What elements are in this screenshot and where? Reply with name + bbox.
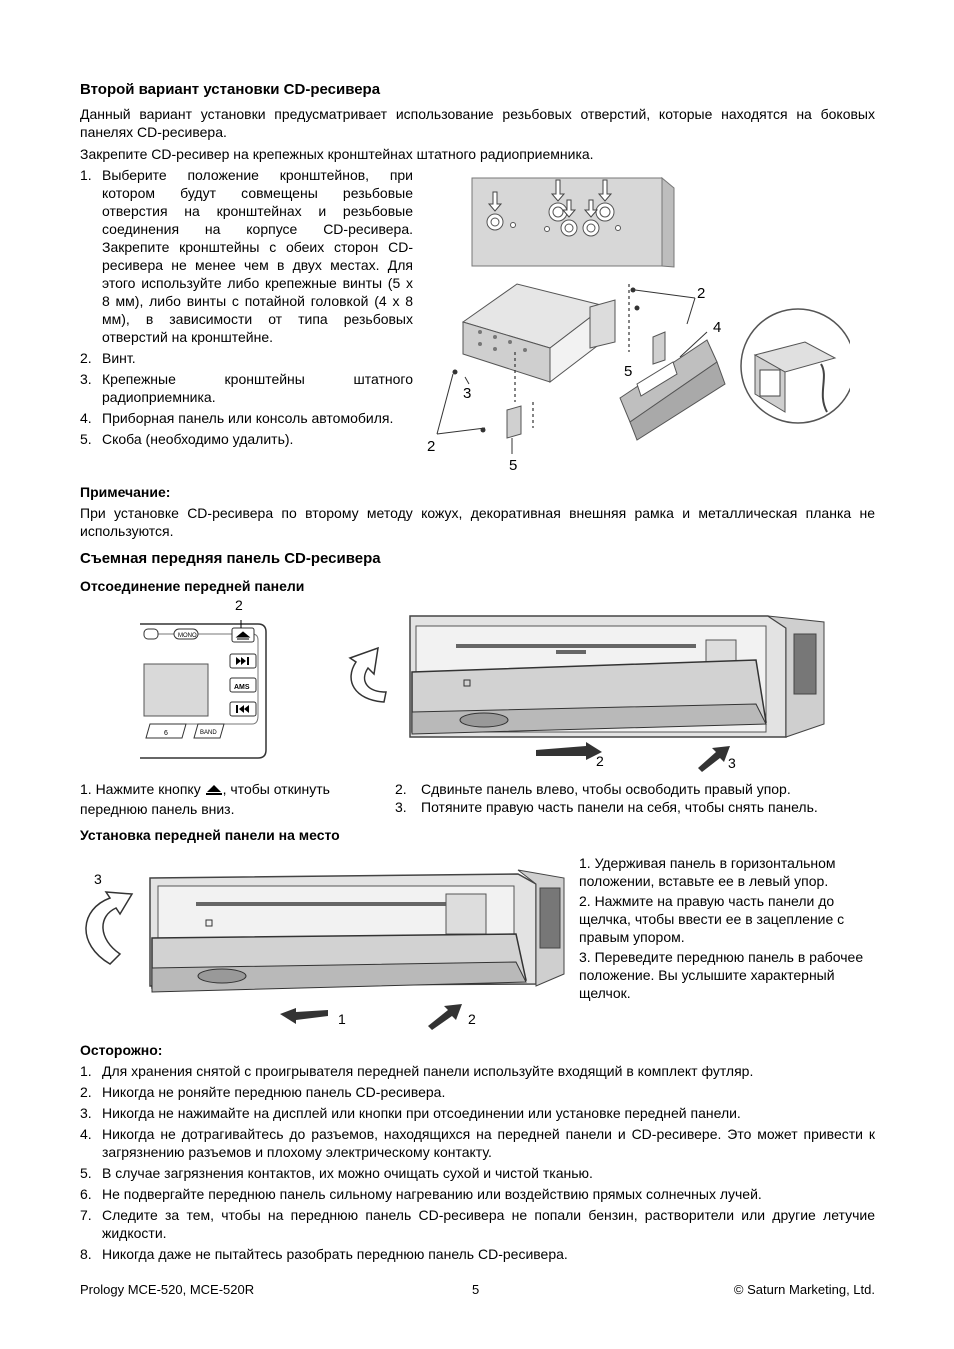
arrow-label-3: 3 — [728, 755, 736, 771]
section-title-install: Второй вариант установки CD-ресивера — [80, 81, 381, 98]
install-step-1: 1. Удерживая панель в горизонтальном положении, вставьте ее в левый упор. — [579, 855, 836, 889]
install-steps — [579, 854, 875, 1002]
rotate-arrow-icon — [334, 640, 394, 710]
figure-label-2-top: 2 — [697, 285, 706, 302]
install-step-3: 3. Переведите переднюю панель в рабочее положение. Вы услышите характерный щелчок. — [579, 949, 864, 1001]
note-text: При установке CD-ресивера по второму методу кожух, декоративная внешняя рамка и металлическая планка не используются. — [80, 505, 875, 539]
list-item: 3. Никогда не нажимайте на дисплей или кнопки при отсоединении или установке передней панели. — [80, 1105, 741, 1121]
list-item: 4. Никогда не дотрагивайтесь до разъемов, находящихся на передней панели и CD-ресивере. Это может привести к загрязнению разъемов и плохому электрическому контакту. — [80, 1126, 875, 1160]
band-button-label: BAND — [200, 730, 217, 736]
install-bracket-illustration — [425, 172, 850, 477]
list-item: 6. Не подвергайте переднюю панель сильному нагреванию или воздействию прямых солнечных лучей. — [80, 1186, 762, 1202]
section-title-detachable: Съемная передняя панель CD-ресивера — [80, 550, 381, 567]
note-title: Примечание: — [80, 484, 171, 500]
eject-icon — [205, 782, 223, 800]
figure-label-2-bottom: 2 — [427, 438, 436, 455]
list-item: 8. Никогда даже не пытайтесь разобрать переднюю панель CD-ресивера. — [80, 1246, 568, 1262]
intro-paragraph-2: Закрепите CD-ресивер на крепежных кронштейнах штатного радиоприемника. — [80, 146, 594, 162]
figure-label-5-right: 5 — [624, 363, 633, 380]
install-step-2: 2. Нажмите на правую часть панели до щелчка, чтобы ввести ее в зацепление с правым упором. — [579, 893, 845, 945]
figure-label-3: 3 — [463, 385, 472, 402]
list-item: 4. Приборная панель или консоль автомобиля. — [80, 410, 394, 426]
arrow-label-3-install: 3 — [94, 871, 102, 887]
list-item: 1. Выберите положение кронштейнов, при котором будут совмещены резьбовые отверстия на кронштейнах и резьбовые соединения на корпусе CD-ресивера. Закрепите кронштейны с обеих сторон CD-ресивера не менее чем в двух местах. Для этого используйте либо крепежные винты (5 х 8 мм), либо винты с потайной головкой (4 х 8 мм), в зависимости от типа резьбовых отверстий на кронштейне. — [80, 167, 413, 345]
detach-subtitle: Отсоединение передней панели — [80, 578, 305, 594]
mono-button-label: MONO — [178, 633, 197, 639]
faceplate-buttons-illustration — [140, 596, 270, 760]
figure-label-4: 4 — [713, 319, 722, 336]
list-item: 3. Потяните правую часть панели на себя, чтобы снять панель. — [395, 799, 818, 815]
detach-steps-list — [395, 780, 885, 816]
list-item: 3. Крепежные кронштейны штатного радиоприемника. — [80, 371, 413, 405]
detach-step-1: 1. Нажмите кнопку , чтобы откинуть переднюю панель вниз. — [80, 781, 330, 817]
button-6-label: 6 — [164, 730, 168, 737]
receiver-install-illustration — [76, 864, 570, 1032]
footer-page-number: 5 — [472, 1282, 480, 1297]
list-item: 2. Сдвиньте панель влево, чтобы освободить правый упор. — [395, 781, 791, 797]
arrow-label-2-install: 2 — [468, 1011, 476, 1027]
list-item: 2. Никогда не роняйте переднюю панель CD-ресивера. — [80, 1084, 446, 1100]
intro-paragraph-1: Данный вариант установки предусматривает использование резьбовых отверстий, которые находятся на боковых панелях CD-ресивера. — [80, 106, 875, 140]
figure-label-5-bottom: 5 — [509, 457, 518, 474]
list-item: 7. Следите за тем, чтобы на переднюю панель CD-ресивера не попали бензин, растворители или другие летучие жидкости. — [80, 1207, 875, 1241]
arrow-label-2: 2 — [596, 753, 604, 769]
callout-2-eject: 2 — [235, 597, 243, 613]
arrow-label-1-install: 1 — [338, 1011, 346, 1027]
list-item: 5. В случае загрязнения контактов, их можно очищать сухой и чистой тканью. — [80, 1165, 593, 1181]
install-steps-list — [80, 166, 413, 451]
receiver-detach-illustration — [406, 612, 828, 774]
list-item: 5. Скоба (необходимо удалить). — [80, 431, 294, 447]
footer-copyright: © Saturn Marketing, Ltd. — [733, 1282, 875, 1297]
list-item: 2. Винт. — [80, 350, 136, 366]
footer-model: Prology MCE-520, MCE-520R — [80, 1282, 255, 1297]
caution-list — [80, 1062, 875, 1266]
list-item: 1. Для хранения снятой с проигрывателя передней панели используйте входящий в комплект футляр. — [80, 1063, 754, 1079]
caution-title: Осторожно: — [80, 1042, 163, 1058]
ams-button-label: AMS — [234, 684, 250, 691]
install-subtitle: Установка передней панели на место — [80, 827, 340, 843]
